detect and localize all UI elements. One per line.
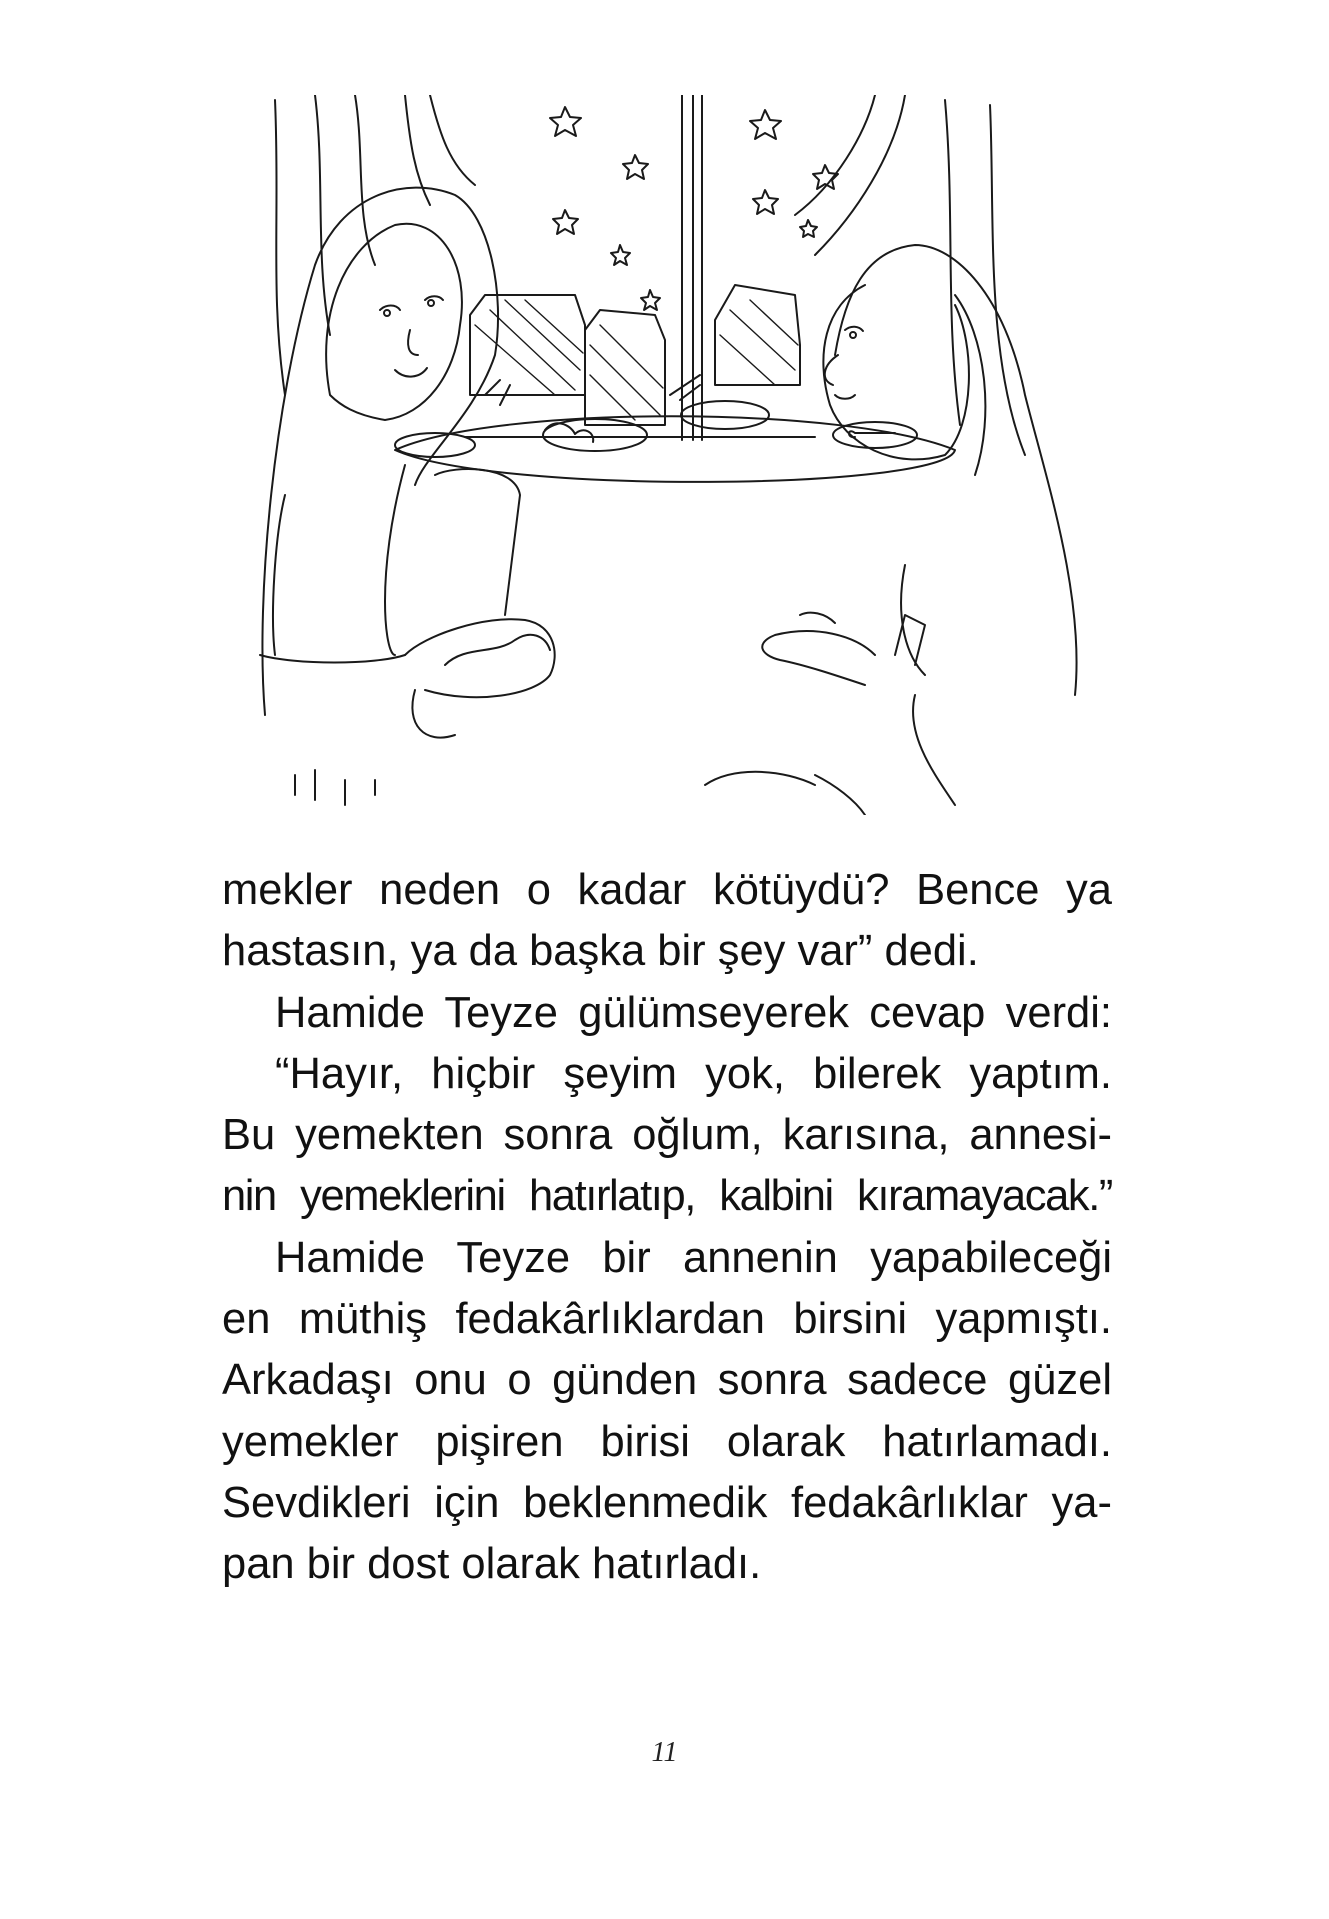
story-line: yemekler pişiren birisi olarak hatırlamadı. bbox=[222, 1417, 1112, 1466]
story-line: nin yemeklerini hatırlatıp, kalbini kıramayacak.” bbox=[222, 1172, 1112, 1221]
page-number: 11 bbox=[651, 1737, 678, 1768]
story-line: Bu yemekten sonra oğlum, karısına, annesi- bbox=[222, 1111, 1112, 1160]
story-line: Sevdikleri için beklenmedik fedakârlıklar ya- bbox=[222, 1478, 1112, 1527]
left-woman bbox=[260, 188, 555, 805]
story-line: pan bir dost olarak hatırladı. bbox=[222, 1540, 762, 1589]
story-line: Hamide Teyze bir annenin yapabileceği bbox=[275, 1233, 1112, 1282]
table bbox=[385, 375, 955, 655]
story-line: en müthiş fedakârlıklardan birsini yapmıştı. bbox=[222, 1295, 1112, 1344]
story-line: mekler neden o kadar kötüydü? Bence ya bbox=[222, 866, 1112, 914]
story-line: hastasın, ya da başka bir şey var” dedi. bbox=[222, 927, 979, 976]
story-illustration bbox=[255, 95, 1085, 815]
story-text bbox=[222, 860, 1112, 1596]
window-frame bbox=[465, 95, 815, 440]
story-line: “Hayır, hiçbir şeyim yok, bilerek yaptım. bbox=[275, 1049, 1112, 1098]
story-line: Hamide Teyze gülümseyerek cevap verdi: bbox=[275, 988, 1112, 1037]
curtains bbox=[275, 95, 1025, 455]
story-line: Arkadaşı onu o günden sonra sadece güzel bbox=[222, 1356, 1112, 1405]
right-woman bbox=[705, 245, 1077, 815]
